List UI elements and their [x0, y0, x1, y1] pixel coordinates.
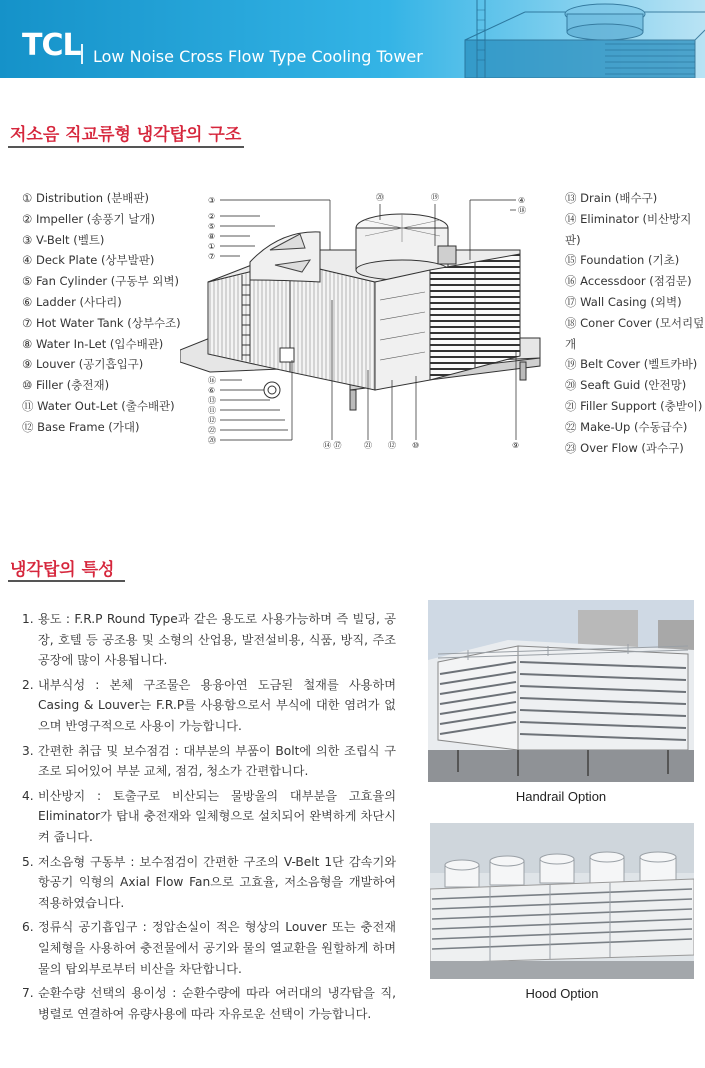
- legend-item: ④ Deck Plate (상부발판): [22, 253, 155, 268]
- header-subtitle: Low Noise Cross Flow Type Cooling Tower: [93, 47, 423, 66]
- legend-item: ⑬ Drain (배수구): [565, 191, 658, 205]
- page-header: [0, 0, 705, 78]
- section-title-underline: [8, 580, 125, 582]
- legend-item: ③ V-Belt (벨트): [22, 232, 105, 247]
- inner-filler-section: [375, 270, 430, 390]
- callout-label: ⑭ ⑰: [323, 441, 342, 450]
- callout-label: ㉒: [208, 426, 216, 435]
- cooling-tower-header-illustration: [425, 0, 705, 78]
- legend-item: ㉑ Filler Support (충받이): [565, 398, 703, 413]
- hood-option-photo: [430, 823, 694, 979]
- callout-label: ⑧: [208, 232, 216, 241]
- section-title-underline: [8, 146, 244, 148]
- legend-item: ① Distribution (분배판): [22, 191, 150, 205]
- legend-item: ② Impeller (송풍기 날개): [22, 211, 155, 226]
- feature-text: 비산방지 : 토출구로 비산되는 물방울의 대부분을 고효율의 Eliminator가 탑내 충전재와 일체형으로 설치되어 완벽하게 차단시켜 줍니다.: [38, 788, 396, 844]
- header-separator: [81, 44, 83, 64]
- section-title-structure: 저소음 직교류형 냉각탑의 구조: [10, 125, 242, 145]
- callout-label: ④: [518, 196, 526, 205]
- legend-item: ⑧ Water In-Let (입수배관): [22, 336, 164, 351]
- callout-label: ㉑: [364, 441, 372, 450]
- callout-label: ⑱: [518, 206, 526, 215]
- feature-text: 간편한 취급 및 보수점검 : 대부분의 부품이 Bolt에 의한 조립식 구조로 되어있어 부분 교체, 점검, 청소가 간편합니다.: [38, 743, 396, 779]
- feature-number: 3.: [22, 743, 34, 758]
- feature-number: 2.: [22, 677, 34, 692]
- legend-item: ⑤ Fan Cylinder (구동부 외벽): [22, 274, 179, 289]
- brand-logo-text: TCL: [22, 28, 81, 63]
- parts-legend-left: [22, 188, 192, 438]
- features-list: [22, 609, 396, 1028]
- callout-label: ①: [208, 242, 216, 251]
- feature-number: 6.: [22, 920, 34, 935]
- feature-number: 5.: [22, 854, 34, 869]
- cooling-tower-structure-diagram: [180, 190, 560, 450]
- feature-item: [22, 609, 396, 671]
- callout-label: ⑥: [208, 386, 216, 395]
- legend-item: ⑫ Base Frame (가대): [22, 419, 140, 434]
- callout-label: ⑦: [208, 252, 216, 261]
- handrail-option-photo: [428, 600, 694, 782]
- callout-label: ⑤: [208, 222, 216, 231]
- callout-label: ⑨: [512, 441, 520, 450]
- feature-item: [22, 675, 396, 737]
- callout-label: ②: [208, 212, 216, 221]
- legend-item: ⑱ Coner Cover (모서리덮개: [565, 315, 705, 351]
- feature-number: 1.: [22, 612, 34, 626]
- fan-cylinder-left: [250, 232, 320, 282]
- feature-item: [22, 852, 396, 914]
- legend-item: ⑯ Accessdoor (점검문): [565, 274, 692, 289]
- feature-item: [22, 741, 396, 782]
- legend-item: ⑥ Ladder (사다리): [22, 294, 122, 309]
- feature-number: 7.: [22, 986, 34, 1001]
- callout-label: ⑬: [208, 396, 216, 405]
- parts-legend-right: [565, 188, 705, 458]
- feature-number: 4.: [22, 788, 34, 803]
- callout-label: ⑳: [208, 436, 216, 445]
- legend-item: ⑲ Belt Cover (벨트카바): [565, 357, 698, 372]
- callout-label: ⑫: [388, 441, 396, 450]
- feature-text: 용도 : F.R.P Round Type과 같은 용도로 사용가능하며 즉 빌딩, 공장, 호텔 등 공조용 및 소형의 산업용, 발전설비용, 식품, 방직, 주조공장에 많이 사용됩니다.: [38, 612, 396, 668]
- legend-item: ⑰ Wall Casing (외벽): [565, 294, 682, 309]
- photo-caption-handrail: Handrail Option: [515, 789, 607, 804]
- legend-item: ⑩ Filler (충전재): [22, 378, 110, 393]
- feature-text: 내부식성 : 본체 구조물은 용융아연 도금된 철재를 사용하며 Casing & Louver는 F.R.P를 사용함으로서 부식에 대한 염려가 없으며 반영구적으로 사용이 가능합니다.: [38, 677, 396, 733]
- legend-item: ㉒ Make-Up (수동급수): [565, 419, 688, 434]
- legend-item: ⑭ Eliminator (비산방지판): [565, 211, 692, 247]
- callout-label: ⑯: [208, 376, 216, 385]
- legend-item: ⑨ Louver (공기흡입구): [22, 357, 144, 372]
- legend-item: ㉓ Over Flow (과수구): [565, 440, 684, 455]
- legend-item: ⑮ Foundation (기초): [565, 253, 680, 268]
- legend-item: ⑳ Seaft Guid (안전망): [565, 378, 687, 393]
- callout-label: ⑪: [208, 406, 216, 415]
- feature-text: 저소음형 구동부 : 보수점검이 간편한 구조의 V-Belt 1단 감속기와 항공기 익형의 Axial Flow Fan으로 고효율, 저소음형을 개발하여 적용하였습니다.: [38, 854, 396, 910]
- feature-item: [22, 917, 396, 979]
- feature-text: 정류식 공기흡입구 : 정압손실이 적은 형상의 Louver 또는 충전재일체형을 사용하여 충전물에서 공기와 물의 열교환을 원할하게 하며 물의 탑외부로부터 비산을 차단합니다.: [38, 920, 396, 976]
- callout-label: ③: [208, 196, 216, 205]
- photo-caption-hood: Hood Option: [525, 986, 599, 1001]
- callout-label: ⑩: [412, 441, 420, 450]
- section-title-features: 냉각탑의 특성: [10, 560, 115, 580]
- legend-item: ⑦ Hot Water Tank (상부수조): [22, 315, 181, 330]
- legend-item: ⑪ Water Out-Let (출수배관): [22, 398, 175, 413]
- callout-label: ⑲: [431, 193, 439, 202]
- feature-item: [22, 983, 396, 1024]
- feature-item: [22, 786, 396, 848]
- callout-label: ⑳: [376, 193, 384, 202]
- callout-label: ⑫: [208, 416, 216, 425]
- feature-text: 순환수량 선택의 용이성 : 순환수량에 따라 여러대의 냉각탑을 직, 병렬로 연결하여 유량사용에 따라 자유로운 선택이 가능합니다.: [38, 986, 396, 1021]
